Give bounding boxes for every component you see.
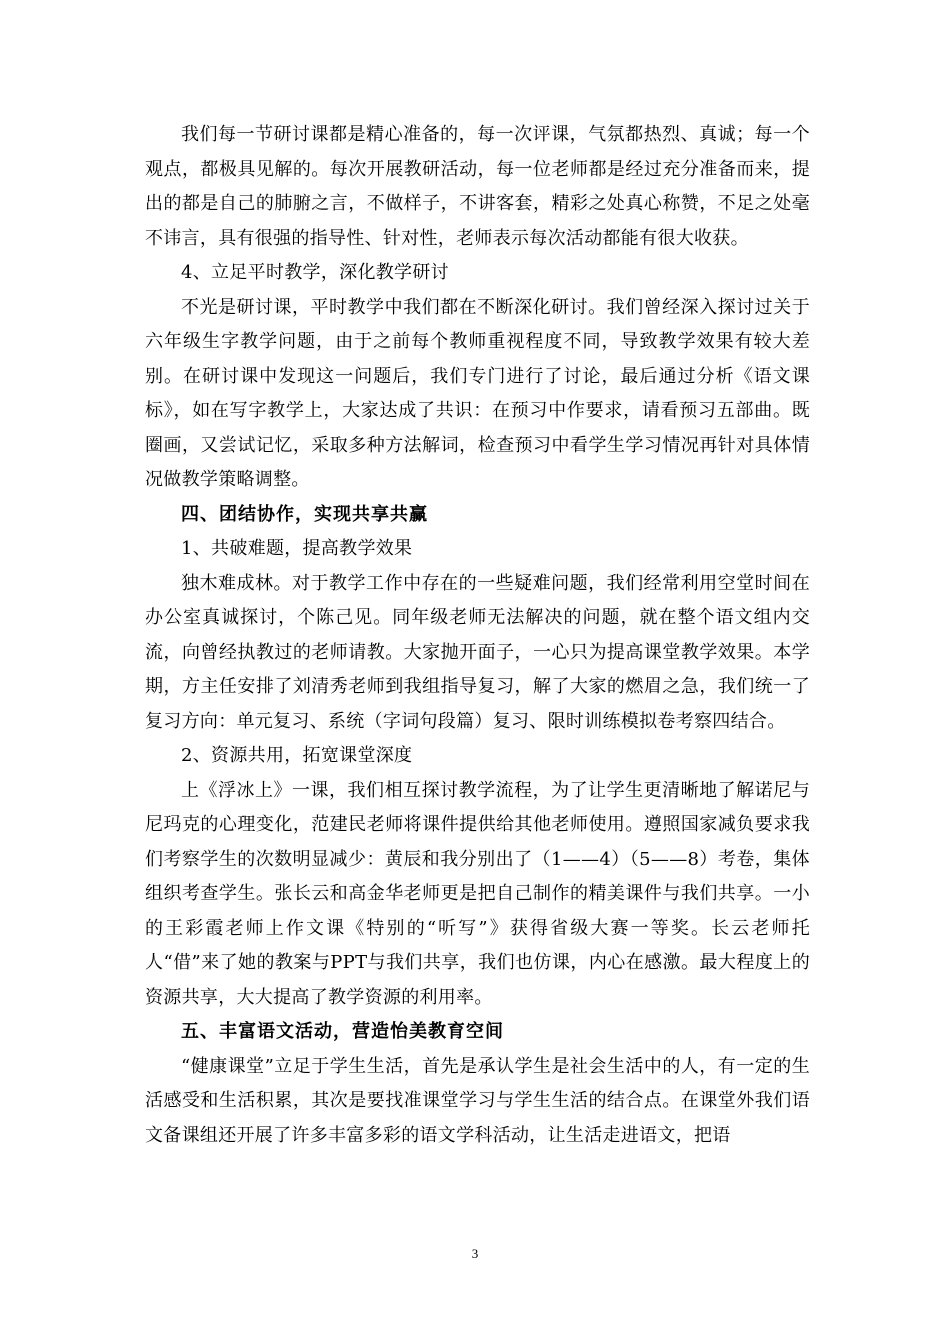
section-heading-cooperation: 四、团结协作，实现共享共赢 [181, 503, 428, 525]
subheading-daily-teaching: 4、立足平时教学，深化教学研讨 [181, 262, 449, 283]
paragraph-research-lessons: 我们每一节研讨课都是精心准备的，每一次评课，气氛都热烈、真诚；每一个观点，都极具见解的。每次开展教研活动，每一位老师都是经过充分准备而来，提出的都是自己的肺腑之言，不做样子，不讲客套，精彩之处真心称赞，不足之处毫不讳言，具有很强的指导性、针对性，老师表示每次活动都能有很大收获。 [145, 124, 810, 249]
section-heading-activities: 五、丰富语文活动，营造怡美教育空间 [181, 1021, 504, 1042]
paragraph-solve-problems: 独木难成林。对于教学工作中存在的一些疑难问题，我们经常利用空堂时间在办公室真诚探讨，个陈己见。同年级老师无法解决的问题，就在整个语文组内交流，向曾经执教过的老师请教。大家抛开面子，一心只为提高课堂教学效果。本学期，方主任安排了刘清秀老师到我组指导复习，解了大家的燃眉之急，我们统一了复习方向：单元复习、系统（字词句段篇）复习、限时训练模拟卷考察四结合。 [145, 572, 810, 732]
page-number: 3 [471, 1246, 479, 1261]
paragraph-healthy-classroom: “健康课堂”立足于学生生活，首先是承认学生是社会生活中的人，有一定的生活感受和生活积累，其次是要找准课堂学习与学生生活的结合点。在课堂外我们语文备课组还开展了许多丰富多彩的语文学科活动，让生活走进语文，把语 [145, 1055, 810, 1146]
paragraph-resource-sharing: 上《浮冰上》一课，我们相互探讨教学流程，为了让学生更清晰地了解诺尼与尼玛克的心理变化，范建民老师将课件提供给其他老师使用。遵照国家减负要求我们考察学生的次数明显减少：黄辰和我分别出了（1——4）（5——8）考卷，集体组织考查学生。张长云和高金华老师更是把自己制作的精美课件与我们共享。一小的王彩霞老师上作文课《特别的“听写”》获得省级大赛一等奖。长云老师托人“借”来了她的教案与PPT与我们共享，我们也仿课，内心在感激。最大程度上的资源共享，大大提高了教学资源的利用率。 [145, 779, 810, 1008]
page-body [145, 118, 810, 1153]
subheading-solve-problems: 1、共破难题，提高教学效果 [181, 538, 413, 559]
subheading-resource-sharing: 2、资源共用，拓宽课堂深度 [181, 745, 413, 766]
paragraph-daily-teaching: 不光是研讨课，平时教学中我们都在不断深化研讨。我们曾经深入探讨过关于六年级生字教学问题，由于之前每个教师重视程度不同，导致教学效果有较大差别。在研讨课中发现这一问题后，我们专门进行了讨论，最后通过分析《语文课标》，如在写字教学上，大家达成了共识：在预习中作要求，请看预习五部曲。既圈画，又尝试记忆，采取多种方法解词，检查预习中看学生学习情况再针对具体情况做教学策略调整。 [145, 296, 810, 490]
